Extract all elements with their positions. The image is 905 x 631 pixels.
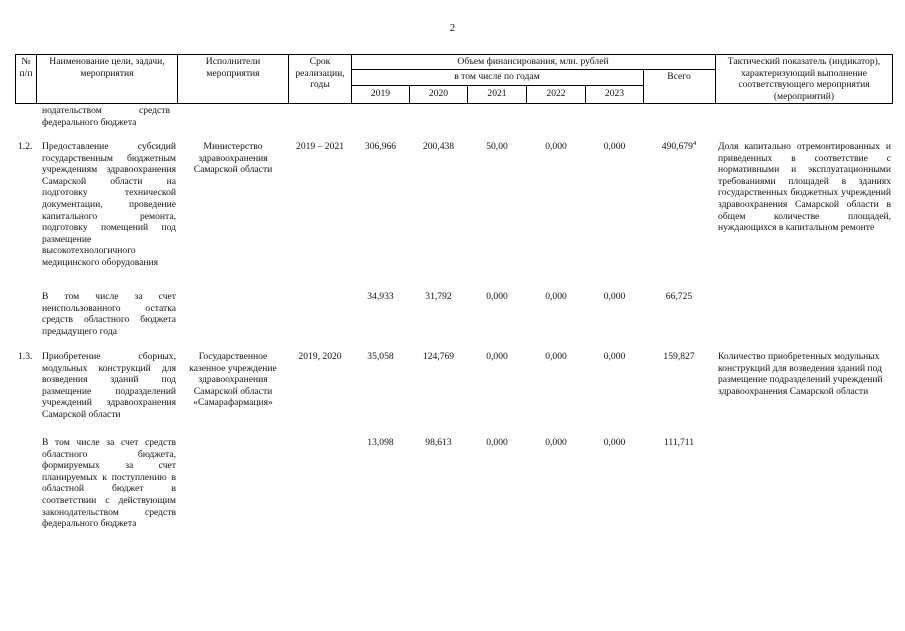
row-value-2023: 0,000: [603, 141, 626, 152]
row-total: 66,725: [665, 291, 693, 302]
row-executor: Министерство здравоохранения Самарской области: [193, 141, 273, 176]
header-no: № п/п: [19, 56, 33, 79]
row-number: 1.2.: [18, 141, 33, 152]
page-number: 2: [449, 22, 456, 34]
row-value-2020: 200,438: [422, 141, 455, 152]
header-year-2022: 2022: [546, 88, 566, 99]
row-value-2021: 50,00: [486, 141, 508, 152]
header-year-2020: 2020: [428, 88, 449, 99]
row-value-2020: 31,792: [425, 291, 452, 302]
header-year-2023: 2023: [604, 88, 625, 99]
row-indicator: Количество приобретенных модульных конструкций для возведения зданий под размещение подразделений учреждений здравоохранения Самарской области: [718, 351, 883, 397]
row-name: В том числе за счет неиспользованного остатка средств областного бюджета предыдущего года: [42, 291, 176, 337]
header-by-years: в том числе по годам: [454, 71, 540, 82]
row-value-2023: 0,000: [603, 351, 626, 362]
row-value-2021: 0,000: [486, 437, 508, 448]
header-executors: Исполнители мероприятия: [205, 56, 261, 79]
row-value-2019: 34,933: [367, 291, 394, 302]
row-value-2022: 0,000: [545, 141, 567, 152]
header-year-2019: 2019: [370, 88, 391, 99]
header-indicator: Тактический показатель (индикатор), характеризующий выполнение соответствующего мероприятия (мероприятий): [727, 56, 881, 102]
row-value-2019: 13,098: [367, 437, 394, 448]
header-financing: Объем финансирования, млн. рублей: [457, 56, 609, 67]
footnote-marker: 4: [692, 139, 697, 147]
row-executor: Государственное казенное учреждение здравоохранения Самарской области «Самарафармация»: [189, 351, 277, 409]
row-value-2020: 98,613: [425, 437, 452, 448]
row-value-2022: 0,000: [545, 351, 567, 362]
row-value-2023: 0,000: [603, 291, 626, 302]
row-value-2020: 124,769: [422, 351, 455, 362]
row-indicator: Доля капитально отремонтированных и приведенных в соответствие с нормативными и эксплуатационными требованиями площадей в зданиях государственных бюджетных учреждений здравоохранения Самарской области в общем количестве площадей, нуждающихся в капитальном ремонте: [718, 141, 891, 234]
table-header: [15, 54, 893, 104]
row-term: 2019 – 2021: [296, 141, 344, 152]
row-total-value: 490,679: [661, 141, 693, 152]
row-total: 111,711: [663, 437, 695, 448]
row-value-2023: 0,000: [603, 437, 626, 448]
row-value-2019: 306,966: [364, 141, 397, 152]
row-value-2021: 0,000: [486, 291, 508, 302]
row-value-2022: 0,000: [545, 291, 567, 302]
header-term: Срок реализации, годы: [295, 56, 345, 90]
row-total: [645, 141, 713, 153]
row-term: 2019, 2020: [298, 351, 342, 362]
header-name: Наименование цели, задачи, мероприятия: [49, 56, 165, 79]
row-name: Приобретение сборных, модульных конструкций для возведения зданий под размещение подразделений учреждений здравоохранения Самарской области: [42, 351, 176, 420]
row-total: 159,827: [663, 351, 695, 362]
row-number: 1.3.: [18, 351, 33, 362]
header-year-2021: 2021: [487, 88, 507, 99]
row-value-2021: 0,000: [486, 351, 508, 362]
row-name: Предоставление субсидий государственным бюджетным учреждениям здравоохранения Самарской области на подготовку технической документации, проведение капитального ремонта, подготовку помещений под размещение высокотехнологичного медицинского оборудования: [42, 141, 176, 268]
row-value-2022: 0,000: [545, 437, 567, 448]
row-value-2019: 35,058: [367, 351, 394, 362]
header-total: Всего: [667, 71, 691, 82]
continuation-text: нодательством средств федерального бюджета: [42, 105, 170, 128]
row-name: В том числе за счет средств областного бюджета, формируемых за счет планируемых к поступлению в областной бюджет в соответствии с действующим законодательством средств федерального бюджета: [42, 437, 176, 530]
